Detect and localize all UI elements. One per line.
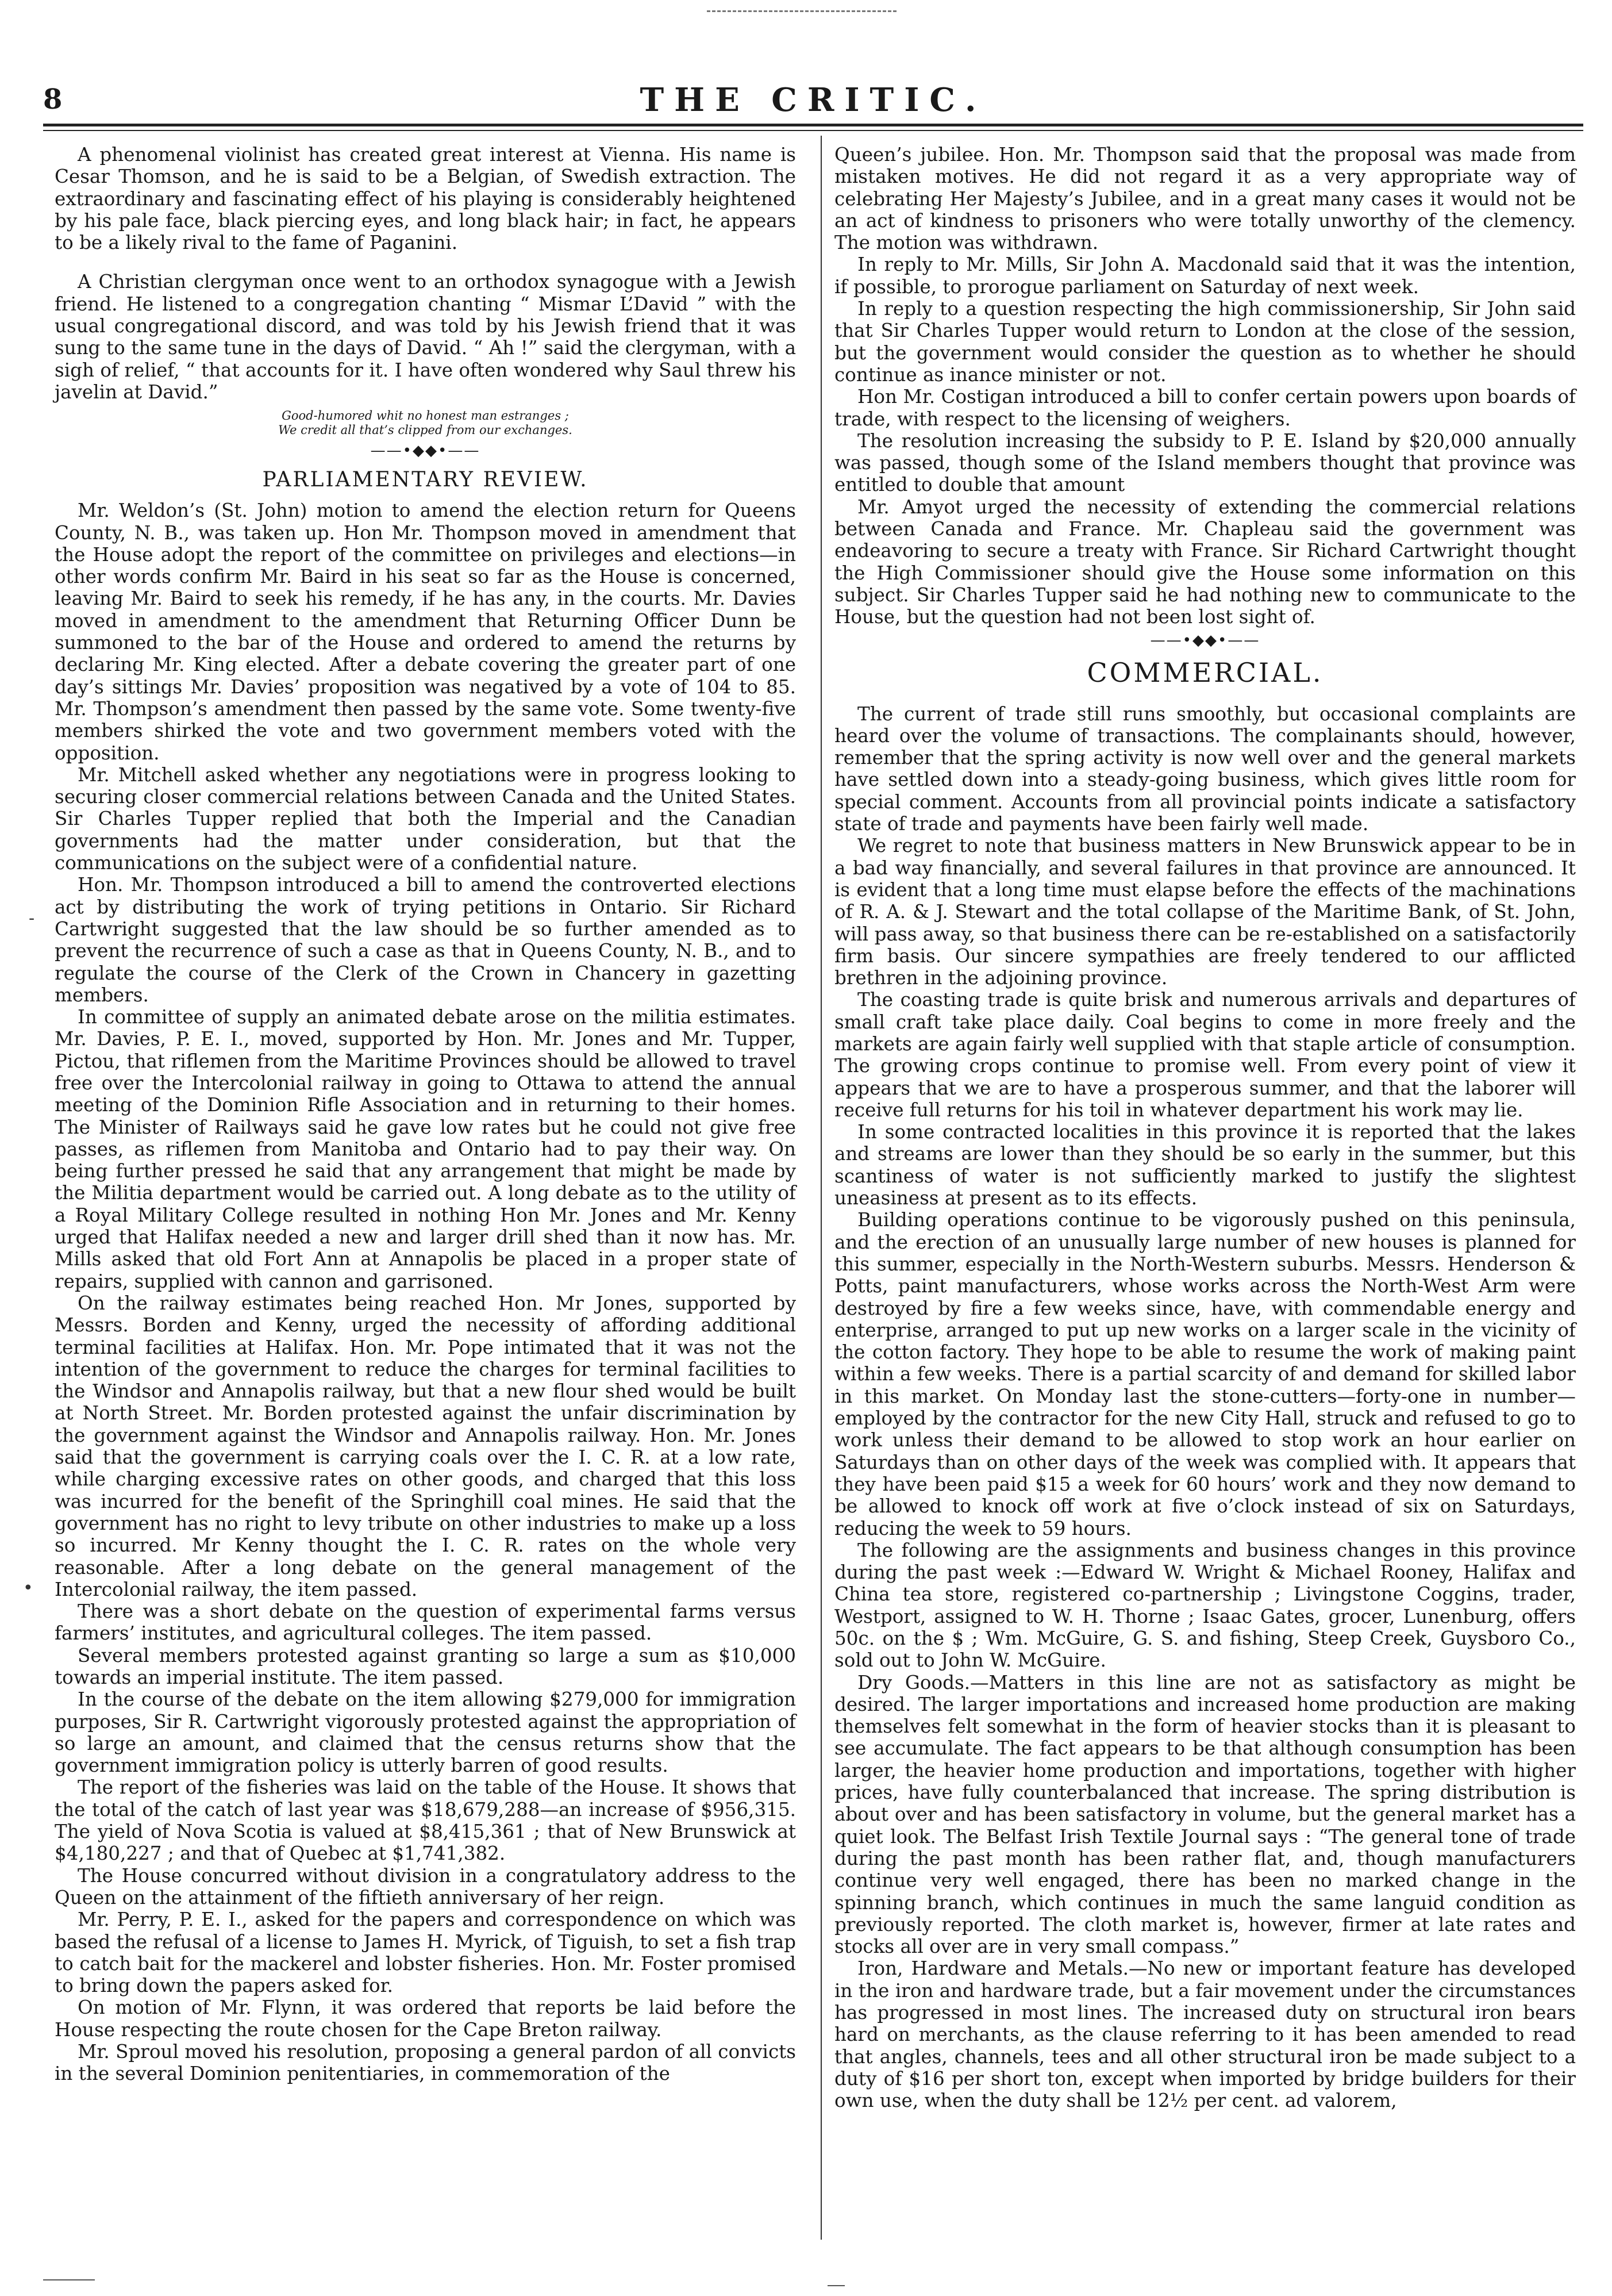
margin-dash-mark: - [29,908,35,928]
continued-paragraph: Queen’s jubilee. Hon. Mr. Thompson said that the proposal was made from mistaken motives. He did not regard it as a very appropriate way of celebrating Her Majesty’s Jubilee, and in a great many cases it would not be an act of kindness to prisoners who were totally unworthy of the clemency. The motion was withdrawn. [834,144,1576,254]
motto-verse [55,409,796,437]
article-paragraph: Mr. Amyot urged the necessity of extending the commercial relations between Canada and France. Mr. Chapleau said the government was endeavoring to secure a treaty with France. Sir Richard Cartwright thought the High Commissioner should give the House some information on this subject. Sir Charles Tupper said he had nothing new to communicate to the House, but the question had not been lost sight of. [834,496,1576,628]
article-paragraph: There was a short debate on the question of experimental farms versus farmers’ institutes, and agricultural colleges. The item passed. [55,1600,796,1645]
section-ornament: ——•◆◆•—— [370,442,480,460]
article-paragraph: In reply to a question respecting the high commissionership, Sir John said that Sir Charles Tupper would return to London at the close of the session, but the government would consider the question as to whether he should continue as inance minister or not. [834,298,1576,386]
motto-line-2: We credit all that’s clipped from our exchanges. [278,423,572,437]
article-paragraph: In reply to Mr. Mills, Sir John A. Macdonald said that it was the intention, if possible, to prorogue parliament on Saturday of next week. [834,254,1576,298]
article-paragraph: Mr. Sproul moved his resolution, proposing a general pardon of all convicts in the several Dominion penitentiaries, in commemoration of the [55,2041,796,2085]
parliamentary-review-heading: PARLIAMENTARY REVIEW. [262,468,588,492]
article-paragraph: Hon. Mr. Thompson introduced a bill to amend the controverted elections act by distributing the work of trying petitions in Ontario. Sir Richard Cartwright suggested that the law should be so further amended as to prevent the recurrence of such a case as that in Queens County, N. B., and to regulate the course of the Clerk of the Crown in Chancery in gazetting members. [55,874,796,1006]
article-paragraph: Mr. Weldon’s (St. John) motion to amend the election return for Queens County, N. B., was taken up. Hon Mr. Thompson moved in amendment that the House adopt the report of the committee on privileges and elections—in other words confirm Mr. Baird in his seat so far as the House is concerned, leaving Mr. Baird to seek his remedy, if he has any, in the courts. Mr. Davies moved in amendment to the amendment that Returning Officer Dunn be summoned to the bar of the House and ordered to amend the returns by declaring Mr. King elected. After a debate covering the greater part of one day’s sittings Mr. Davies’ proposition was negatived by a vote of 104 to 85. Mr. Thompson’s amendment then passed by the same vote. Some twenty-five members shirked the vote and two government members voted with the opposition. [55,500,796,764]
violinist-paragraph: A phenomenal violinist has created great interest at Vienna. His name is Cesar Thomson, and he is said to be a Belgian, of Swedish extraction. The extraordinary and fascinating effect of his playing is considerably heightened by his pale face, black piercing eyes, and long black hair; in fact, he appears to be a likely rival to the fame of Paganini. [55,144,796,254]
top-decorative-dash [707,10,897,12]
article-paragraph: Hon Mr. Costigan introduced a bill to confer certain powers upon boards of trade, with respect to the licensing of weighers. [834,386,1576,430]
section-ornament: ——•◆◆•—— [1150,631,1260,649]
clergyman-anecdote: A Christian clergyman once went to an orthodox synagogue with a Jewish friend. He listened to a congregation chanting “ Mismar L’David ” with the usual congregational discord, and was told by his Jewish friend that it was sung to the same tune in the days of David. “ Ah !” said the clergyman, with a sigh of relief, “ that accounts for it. I have often wondered why Saul threw his javelin at David.” [55,271,796,403]
right-column [834,144,1576,2112]
left-column [55,144,796,2085]
header-rule-thick [43,124,1583,126]
article-paragraph: Building operations continue to be vigorously pushed on this peninsula, and the erection of an unusually large number of new houses is planned for this summer, especially in the North-Western suburbs. Messrs. Henderson & Potts, paint manufacturers, whose works across the North-West Arm were destroyed by fire a few weeks since, have, with commendable energy and enterprise, arranged to put up new works on a larger scale in the vicinity of the cotton factory. They hope to be able to resume the work of making paint within a few weeks. There is a partial scarcity of and demand for skilled labor in this market. On Monday last the stone-cutters—forty-one in number—employed by the contractor for the new City Hall, struck and refused to go to work unless their demand to be allowed to stop work an hour earlier on Saturdays than on other days of the week was complied with. It appears that they have been paid $15 a week for 60 hours’ work and they now demand to be allowed to knock off work at five o’clock instead of six on Saturdays, reducing the week to 59 hours. [834,1209,1576,1539]
article-paragraph: The House concurred without division in a congratulatory address to the Queen on the attainment of the fiftieth anniversary of her reign. [55,1864,796,1909]
article-paragraph: The coasting trade is quite brisk and numerous arrivals and departures of small craft take place daily. Coal begins to come in more freely and the markets are again fairly well supplied with that staple article of consumption. The growing crops continue to promise well. From every point of view it appears that we are to have a prosperous summer, and that the laborer will receive full returns for his toil in whatever department his work may lie. [834,989,1576,1121]
header-rule-thin [43,130,1583,131]
article-paragraph: Mr. Perry, P. E. I., asked for the papers and correspondence on which was based the refusal of a license to James H. Myrick, of Tiguish, to set a fish trap to catch bait for the mackerel and lobster fisheries. Hon. Mr. Foster promised to bring down the papers asked for. [55,1909,796,1997]
article-paragraph: On the railway estimates being reached Hon. Mr Jones, supported by Messrs. Borden and Kenny, urged the necessity of affording additional terminal facilities at Halifax. Hon. Mr. Pope intimated that it was not the intention of the government to reduce the charges for terminal facilities to the Windsor and Annapolis railway, but that a new flour shed would be built at North Street. Mr. Borden protested against the unfair discrimination by the government against the Windsor and Annapolis railway. Hon. Mr. Jones said that the government is carrying coals over the I. C. R. at a low rate, while charging excessive rates on other goods, and charged that this loss was incurred for the benefit of the Springhill coal mines. He said that the government has no right to levy tribute on other industries to make up a loss so incurred. Mr Kenny thought the I. C. R. rates on the whole very reasonable. After a long debate on the general management of the Intercolonial railway, the item passed. [55,1292,796,1600]
article-paragraph: The following are the assignments and business changes in this province during the past week :—Edward W. Wright & Michael Rooney, Halifax and China tea store, registered co-partnership ; Livingstone Coggins, trader, Westport, assigned to W. H. Thorne ; Isaac Gates, grocer, Lunenburg, offers 50c. on the $ ; Wm. McGuire, G. S. and fishing, Steep Creek, Guysboro Co., sold out to John W. McGuire. [834,1539,1576,1672]
article-paragraph: The resolution increasing the subsidy to P. E. Island by $20,000 annually was passed, though some of the Island members thought that province was entitled to double that amount [834,429,1576,496]
article-paragraph: Dry Goods.—Matters in this line are not as satisfactory as might be desired. The larger importations and increased home production are making themselves felt somewhat in the form of heavier stocks than it is pleasant to see accumulate. The fact appears to be that although consumption has been larger, the heavier home production and importations, together with higher prices, have fully counterbalanced that increase. The spring distribution is about over and has been satisfactory in volume, but the general market has a quiet look. The Belfast Irish Textile Journal says : “The general tone of trade during the past month has been rather flat, and, though manufacturers continue very well engaged, there has been no marked change in the spinning branch, which continues in much the same languid condition as previously reported. The cloth market is, however, firmer at late rates and stocks all over are in very small compass.” [834,1671,1576,1958]
masthead-title: THE CRITIC. [640,81,987,119]
motto-line-1: Good-humored whit no honest man estranges ; [282,409,569,423]
parliamentary-review-body [55,500,796,2084]
article-paragraph: Iron, Hardware and Metals.—No new or important feature has developed in the iron and hardware trade, but a fair movement under the circumstances has progressed in most lines. The increased duty on structural iron bears hard on merchants, as the clause referring to it has been amended to read that angles, channels, tees and all other structural iron be made subject to a duty of $16 per short ton, except when imported by bridge builders for their own use, when the duty shall be 12½ per cent. ad valorem, [834,1957,1576,2112]
column-divider [821,136,822,2240]
article-paragraph: In the course of the debate on the item allowing $279,000 for immigration purposes, Sir R. Cartwright vigorously protested against the appropriation of so large an amount, and claimed that the census returns show that the government immigration policy is utterly barren of good results. [55,1688,796,1777]
page-number: 8 [43,83,63,116]
article-paragraph: The report of the fisheries was laid on the table of the House. It shows that the total of the catch of last year was $18,679,288—an increase of $956,315. The yield of Nova Scotia is valued at $8,415,361 ; that of New Brunswick at $4,180,227 ; and that of Quebec at $1,741,382. [55,1776,796,1865]
margin-dot-mark: • [23,1578,33,1598]
page-header [43,83,1583,129]
article-paragraph: Mr. Mitchell asked whether any negotiations were in progress looking to securing closer commercial relations between Canada and the United States. Sir Charles Tupper replied that both the Imperial and the Canadian governments had the matter under consideration, but that the communications on the subject were of a confidential nature. [55,763,796,874]
commercial-heading: COMMERCIAL. [1087,656,1324,688]
article-paragraph: Several members protested against granting so large a sum as $10,000 towards an imperial institute. The item passed. [55,1644,796,1688]
footer-tick [828,2285,845,2286]
article-paragraph: In some contracted localities in this province it is reported that the lakes and streams are lower than they should be so early in the summer, but this scantiness of water is not sufficiently marked to justify the slightest uneasiness at present as to its effects. [834,1121,1576,1210]
article-paragraph: On motion of Mr. Flynn, it was ordered that reports be laid before the House respecting the route chosen for the Cape Breton railway. [55,1996,796,2041]
article-paragraph: The current of trade still runs smoothly, but occasional complaints are heard over the volume of transactions. The complainants should, however, remember that the spring activity is now well over and the general markets have settled down into a steady-going business, which gives little room for special comment. Accounts from all provincial points indicate a satisfactory state of trade and payments have been fairly well made. [834,702,1576,835]
article-paragraph: We regret to note that business matters in New Brunswick appear to be in a bad way financially, and several failures in that province are announced. It is evident that a long time must elapse before the effects of the machinations of R. A. & J. Stewart and the total collapse of the Maritime Bank, of St. John, will pass away, so that business there can be re-established on a satisfactorily firm basis. Our sincere sympathies are freely tendered to our afflicted brethren in the adjoining province. [834,835,1576,989]
footer-rule [43,2279,95,2280]
article-paragraph: In committee of supply an animated debate arose on the militia estimates. Mr. Davies, P. E. I., moved, supported by Hon. Mr. Jones and Mr. Tupper, Pictou, that riflemen from the Maritime Provinces should be allowed to travel free over the Intercolonial railway in going to Ottawa to attend the annual meeting of the Dominion Rifle Association and in returning to their homes. The Minister of Railways said he gave low rates but he could not give free passes, as riflemen from Manitoba and Ontario had to pay their way. On being further pressed he said that any arrangement that might be made by the Militia department would be carried out. A long debate as to the utility of a Royal Military College resulted in nothing Hon Mr. Jones and Mr. Kenny urged that Halifax needed a new and larger drill shed than it now has. Mr. Mills asked that old Fort Ann at Annapolis be placed in a proper state of repairs, supplied with cannon and garrisoned. [55,1006,796,1292]
